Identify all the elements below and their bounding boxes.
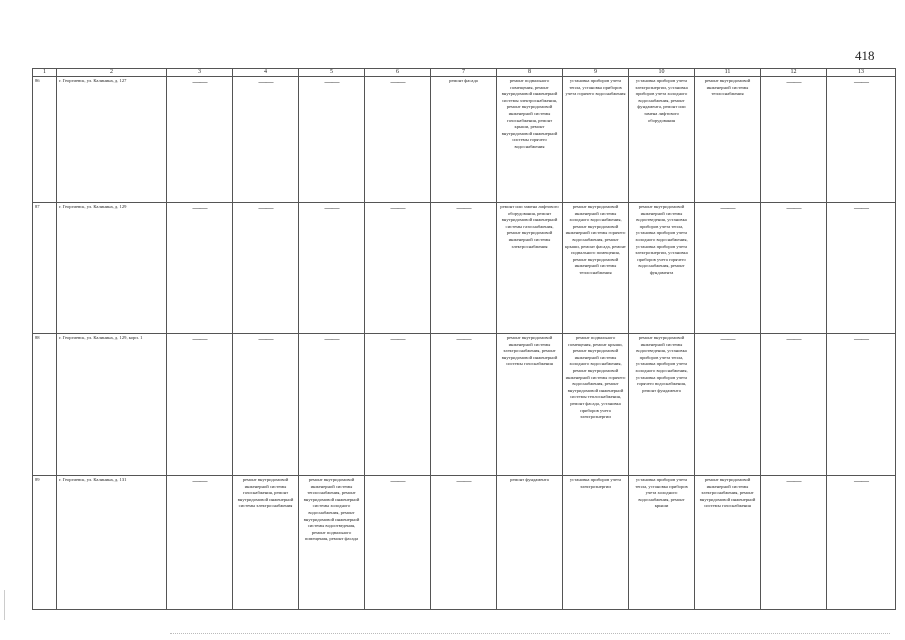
empty-cell	[299, 77, 365, 203]
dash-mark: ——	[390, 334, 405, 343]
work-cell: установка приборов учета электроэнергии, установка приборов учета холодного водоснабжения, ремонт фундамента, ремонт или замена лифтового оборудования	[629, 77, 695, 203]
row-number: 89	[33, 476, 57, 610]
empty-cell	[827, 203, 896, 334]
col-header: 1	[33, 69, 57, 77]
col-header: 3	[167, 69, 233, 77]
empty-cell	[761, 334, 827, 476]
col-header: 4	[233, 69, 299, 77]
work-cell: ремонт внутридомовой инженерной системы теплоснабжения, ремонт внутридомовой инженерной системы холодного водоснабжения, ремонт внутридомовой инженерной системы водоотведения, ремонт подвального помещения, ремонт фасада	[299, 476, 365, 610]
empty-cell	[365, 203, 431, 334]
col-header: 10	[629, 69, 695, 77]
page-number: 418	[855, 48, 875, 63]
empty-cell	[233, 334, 299, 476]
dash-mark: ——	[324, 77, 339, 86]
header-row	[33, 69, 896, 77]
empty-cell	[695, 203, 761, 334]
work-cell: ремонт внутридомовой инженерной системы электроснабжения, ремонт внутридомовой инженерной системы газоснабжения	[497, 334, 563, 476]
empty-cell	[167, 77, 233, 203]
table-row	[33, 476, 896, 610]
work-cell: установка приборов учета тепла, установка приборов учета горячего водоснабжения	[563, 77, 629, 203]
dash-mark: ——	[324, 203, 339, 212]
dash-mark: ——	[456, 476, 471, 485]
dash-mark: ——	[324, 334, 339, 343]
dash-mark: ——	[192, 203, 207, 212]
col-header: 12	[761, 69, 827, 77]
work-cell: ремонт внутридомовой инженерной системы холодного водоснабжения, ремонт внутридомовой инженерной системы горячего водоснабжения, ремонт крыши, ремонт фасада, ремонт подвального помещения, ремонт внутридомовой инженерной системы теплоснабжения	[563, 203, 629, 334]
row-number: 86	[33, 77, 57, 203]
row-number: 88	[33, 334, 57, 476]
empty-cell	[827, 77, 896, 203]
dash-mark: ——	[258, 77, 273, 86]
col-header: 2	[57, 69, 167, 77]
work-cell: ремонт внутридомовой инженерной системы водоотведения, установка приборов учета тепла, установка приборов учета холодного водоснабжения, установка приборов учета горячего водоснабжения, ремонт фундамента	[629, 334, 695, 476]
empty-cell	[431, 476, 497, 610]
empty-cell	[167, 203, 233, 334]
col-header: 11	[695, 69, 761, 77]
work-cell: ремонт подвального помещения, ремонт крыши, ремонт внутридомовой инженерной системы холодного водоснабжения, ремонт внутридомовой инженерной системы горячего водоснабжения, ремонт внутридомовой инженерной системы теплоснабжения, ремонт фасада, установка приборов учета электроэнергии	[563, 334, 629, 476]
empty-cell	[167, 334, 233, 476]
work-cell: ремонт внутридомовой инженерной системы теплоснабжения	[695, 77, 761, 203]
col-header: 7	[431, 69, 497, 77]
dash-mark: ——	[456, 203, 471, 212]
dash-mark: ——	[192, 334, 207, 343]
empty-cell	[365, 77, 431, 203]
empty-cell	[365, 334, 431, 476]
dash-mark: ——	[192, 476, 207, 485]
dash-mark: ——	[192, 77, 207, 86]
dash-mark: ——	[854, 334, 868, 343]
empty-cell	[365, 476, 431, 610]
dash-mark: ——	[854, 203, 868, 212]
col-header: 8	[497, 69, 563, 77]
dash-mark: ——	[786, 203, 801, 212]
address-cell: г. Георгиевск, ул. Калинина, д. 131	[57, 476, 167, 610]
col-header: 6	[365, 69, 431, 77]
table-row	[33, 77, 896, 203]
empty-cell	[233, 77, 299, 203]
work-cell: установка приборов учета тепла, установка приборов учета холодного водоснабжения, ремонт крыши	[629, 476, 695, 610]
work-cell: ремонт фундамента	[497, 476, 563, 610]
row-number: 87	[33, 203, 57, 334]
col-header: 9	[563, 69, 629, 77]
dash-mark: ——	[390, 77, 405, 86]
table-row	[33, 334, 896, 476]
empty-cell	[167, 476, 233, 610]
table-body	[33, 69, 896, 610]
empty-cell	[761, 476, 827, 610]
work-cell: установка приборов учета электроэнергии	[563, 476, 629, 610]
address-cell: г. Георгиевск, ул. Калинина, д. 129	[57, 203, 167, 334]
work-cell: ремонт внутридомовой инженерной системы водоотведения, установка приборов учета тепла, установка приборов учета холодного водоснабжения, установка приборов учета электроэнергии, установка приборов учета горячего водоснабжения, ремонт фундамента	[629, 203, 695, 334]
empty-cell	[233, 203, 299, 334]
work-cell: ремонт внутридомовой инженерной системы газоснабжения, ремонт внутридомовой инженерной системы электроснабжения	[233, 476, 299, 610]
empty-cell	[827, 334, 896, 476]
empty-cell	[431, 203, 497, 334]
dash-mark: ——	[786, 334, 801, 343]
empty-cell	[299, 203, 365, 334]
dash-mark: ——	[854, 476, 868, 485]
address-cell: г. Георгиевск, ул. Калинина, д. 127	[57, 77, 167, 203]
work-cell: ремонт фасада	[431, 77, 497, 203]
dash-mark: ——	[390, 203, 405, 212]
table-row	[33, 203, 896, 334]
dash-mark: ——	[786, 476, 801, 485]
work-cell: ремонт подвального помещения, ремонт внутридомовой инженерной системы электроснабжения, ремонт внутридомовой инженерной системы газоснабжения, ремонт крыши, ремонт внутридомовой инженерной системы горячего водоснабжения	[497, 77, 563, 203]
works-table	[32, 68, 896, 610]
dash-mark: ——	[720, 203, 735, 212]
margin-mark	[4, 590, 5, 620]
work-cell: ремонт или замена лифтового оборудования, ремонт внутридомовой инженерной системы газоснабжения, ремонт внутридомовой инженерной системы электроснабжения	[497, 203, 563, 334]
dash-mark: ——	[258, 203, 273, 212]
dash-mark: ——	[720, 334, 735, 343]
empty-cell	[431, 334, 497, 476]
work-cell: ремонт внутридомовой инженерной системы электроснабжения, ремонт внутридомовой инженерной системы газоснабжения	[695, 476, 761, 610]
col-header: 5	[299, 69, 365, 77]
dash-mark: ——	[854, 77, 868, 86]
col-header: 13	[827, 69, 896, 77]
dash-mark: ——	[456, 334, 471, 343]
empty-cell	[827, 476, 896, 610]
dash-mark: ——	[786, 77, 801, 86]
dash-mark: ——	[258, 334, 273, 343]
empty-cell	[761, 77, 827, 203]
empty-cell	[761, 203, 827, 334]
empty-cell	[695, 334, 761, 476]
scan-artifact	[170, 633, 890, 635]
dash-mark: ——	[390, 476, 405, 485]
address-cell: г. Георгиевск, ул. Калинина, д. 129, корп. 1	[57, 334, 167, 476]
empty-cell	[299, 334, 365, 476]
